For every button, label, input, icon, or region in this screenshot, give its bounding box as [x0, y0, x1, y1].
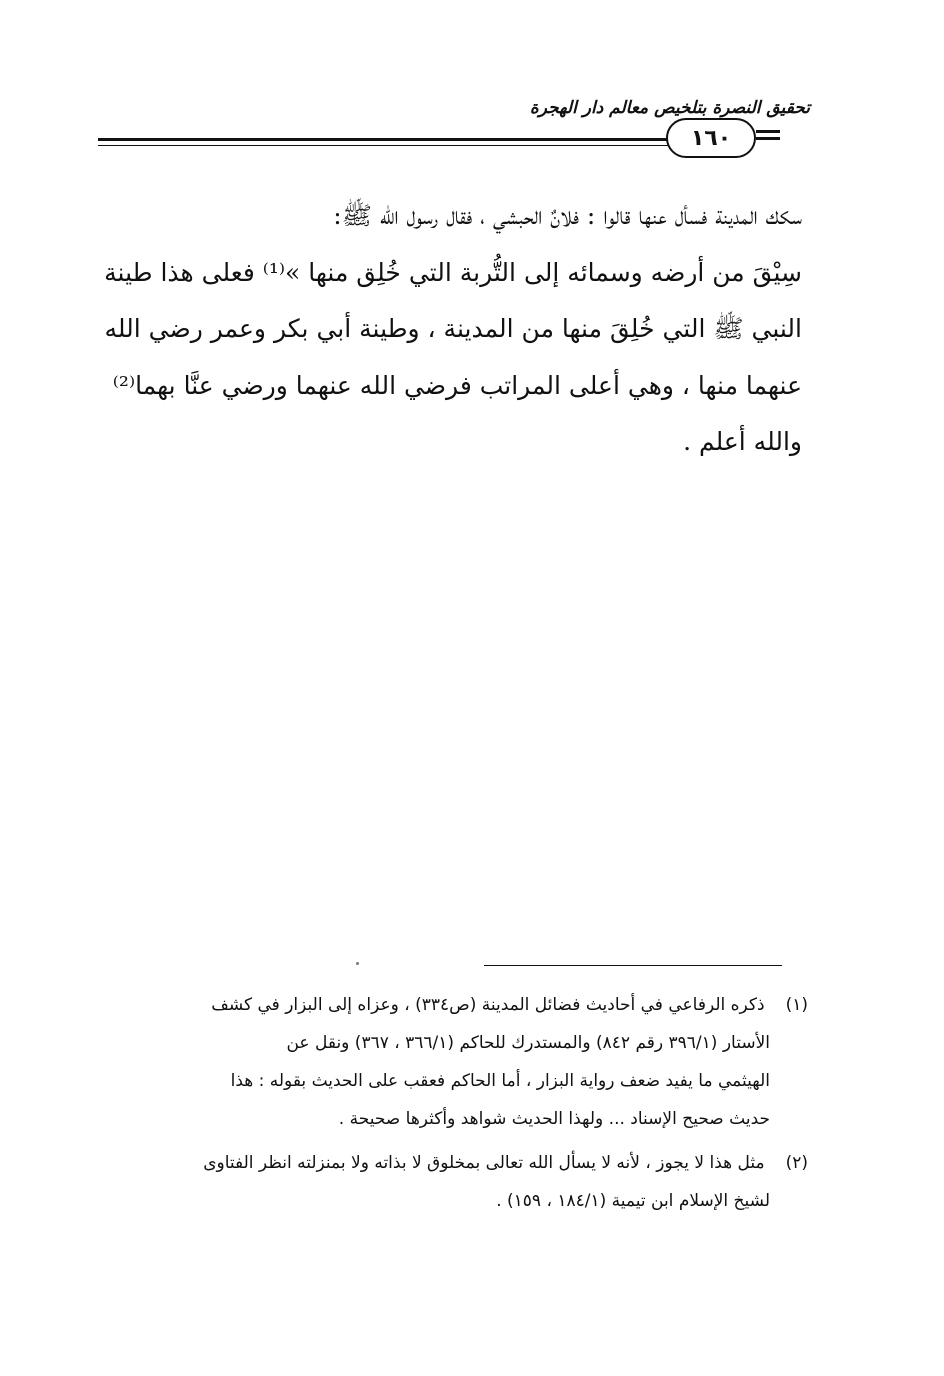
header-ornament-line-top — [756, 130, 780, 133]
text-line: سِيْقَ من أرضه وسمائه إلى التُّربة التي خُلِق منها »⁽¹⁾ فعلى هذا طينة — [104, 257, 802, 287]
running-title: تحقيق النصرة بتلخيص معالم دار الهجرة — [529, 98, 810, 118]
footnote-1 — [108, 986, 808, 1138]
text-line: عنهما منها ، وهي أعلى المراتب فرضي الله عنهما ورضي عنَّا بهما⁽²⁾ — [112, 370, 802, 400]
footnote-line: حديث صحيح الإسناد ... ولهذا الحديث شواهد وأكثرها صحيحة . — [338, 1109, 770, 1129]
footnotes — [108, 986, 808, 1226]
footnote-number: (١) — [785, 995, 808, 1015]
footnote-separator — [484, 965, 782, 966]
header-ornament-line-bottom — [756, 137, 780, 140]
header-rule-thin — [98, 145, 668, 146]
footnote-text: ذكره الرفاعي في أحاديث فضائل المدينة (ص٣٣٤) ، وعزاه إلى البزار في كشف — [211, 995, 765, 1015]
footnote-line — [108, 1144, 808, 1182]
footnote-line — [108, 986, 808, 1024]
footnote-line: لشيخ الإسلام ابن تيمية (١٨٤/١ ، ١٥٩) . — [496, 1191, 770, 1211]
main-text — [104, 188, 802, 471]
footnote-line: الأستار (٣٩٦/١ رقم ٨٤٢) والمستدرك للحاكم (٣٦٦/١ ، ٣٦٧) ونقل عن — [286, 1033, 770, 1053]
text-line: النبي ﷺ التي خُلِقَ منها من المدينة ، وطينة أبي بكر وعمر رضي الله — [104, 314, 802, 343]
footnote-2 — [108, 1144, 808, 1220]
header-rule-thick — [98, 138, 668, 141]
page-number-frame — [666, 118, 756, 158]
footnote-text: مثل هذا لا يجوز ، لأنه لا يسأل الله تعالى بمخلوق لا بذاته ولا بمنزلته انظر الفتاوى — [203, 1153, 765, 1173]
footnote-line: الهيثمي ما يفيد ضعف رواية البزار ، أما الحاكم فعقب على الحديث بقوله : هذا — [230, 1071, 770, 1091]
footnote-number: (٢) — [785, 1153, 808, 1173]
page-number: ١٦٠ — [690, 125, 732, 151]
speck — [356, 962, 359, 965]
text-line: والله أعلم . — [683, 427, 802, 456]
text-line: سكك المدينة فسأل عنها قالوا : فلانٌ الحبشي ، فقال رسول الله ﷺ: — [333, 201, 802, 230]
